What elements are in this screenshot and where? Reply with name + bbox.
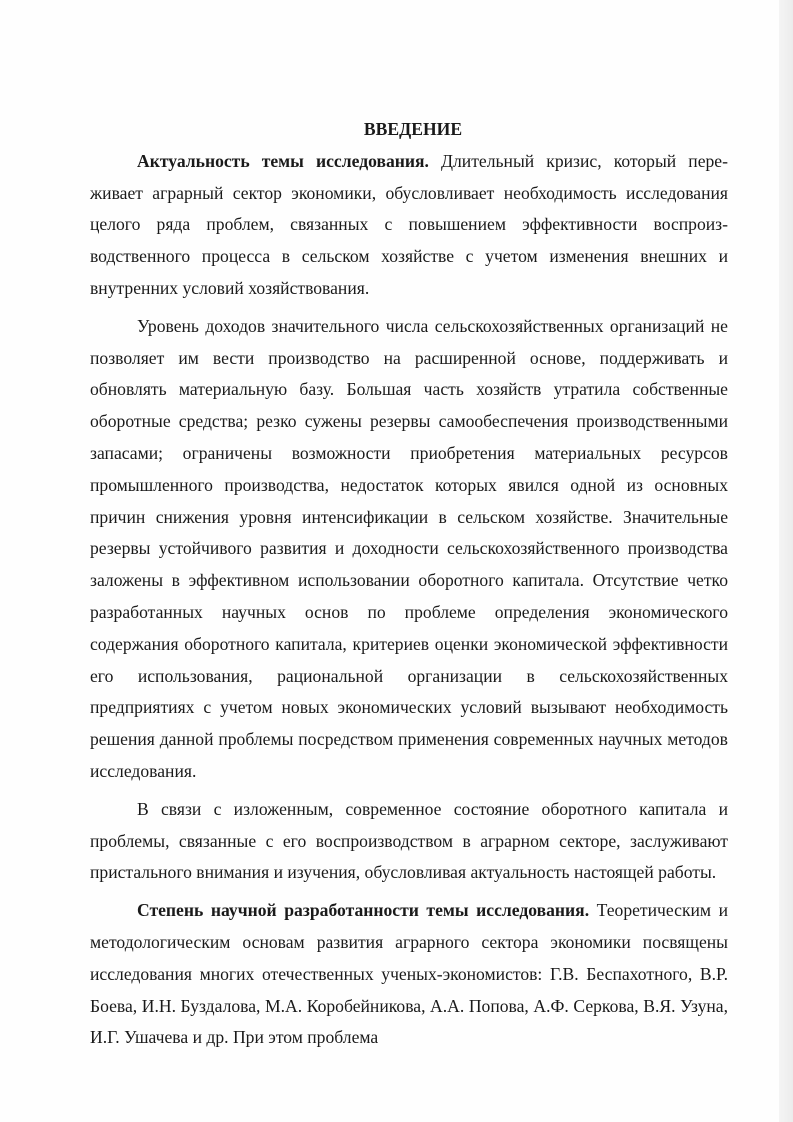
paragraph-relevance (90, 146, 728, 305)
paragraph-text: Уровень доходов значительного числа сельскохозяйственных организаций не позволяет им вести производство на расширенной основе, поддерживать и обновлять материальную базу. Большая часть хозяйств утратила собственные оборотные средства; резко сужены резервы самообеспечения производственными запасами; ограничены возможности приобретения материальных ресурсов промышленного производства, недостаток которых явился одной из основных причин снижения уровня интенсификации в сельском хозяйстве. Значительные резервы устойчивого развития и доходности сельскохозяйственного производства заложены в эффективном использовании оборотного капитала. Отсутствие четко разработанных научных основ по проблеме определения экономического содержания оборотного капитала, критериев оценки экономической эффективности его использования, рациональной организации в сельскохозяйственных предприятиях с учетом новых экономических условий вызывают необходимость решения данной проблемы посредством применения современных научных методов исследования. (90, 315, 728, 781)
paragraph-lead: Актуальность темы исследования. (137, 150, 429, 171)
section-heading: ВВЕДЕНИЕ (363, 119, 463, 139)
paragraph-income (90, 311, 728, 788)
document-body (90, 112, 728, 1054)
scan-edge-shadow (779, 0, 793, 1122)
paragraph-text: Теоретическим и методологическим основам развития аграрного сектора экономики посвящены исследования многих отечественных ученых-экономистов: Г.В. Беспахотного, В.Р. Боева, И.Н. Буздалова, М.А. Коробейникова, А.А. Попова, А.Ф. Серкова, В.Я. Узуна, И.Г. Ушачева и др. При этом проблема (90, 900, 728, 1048)
paragraph-lead: Степень научной разработанности темы исследования. (137, 900, 590, 921)
paragraph-research-degree (90, 895, 728, 1054)
paragraph-text: Длительный кризис, который переживает аграрный сектор экономики, обусловливает необходимость исследования целого ряда проблем, связанных с повышением эффективности воспроизводственного процесса в сельском хозяйстве с учетом изменения внешних и внутренних условий хозяйствования. (90, 150, 728, 298)
paragraph-conclusion (90, 794, 728, 889)
paragraph-text: В связи с изложенным, современное состояние оборотного капитала и проблемы, связанные с его воспроизводством в аграрном секторе, заслуживают пристального внимания и изучения, обусловливая актуальность настоящей работы. (90, 798, 728, 883)
